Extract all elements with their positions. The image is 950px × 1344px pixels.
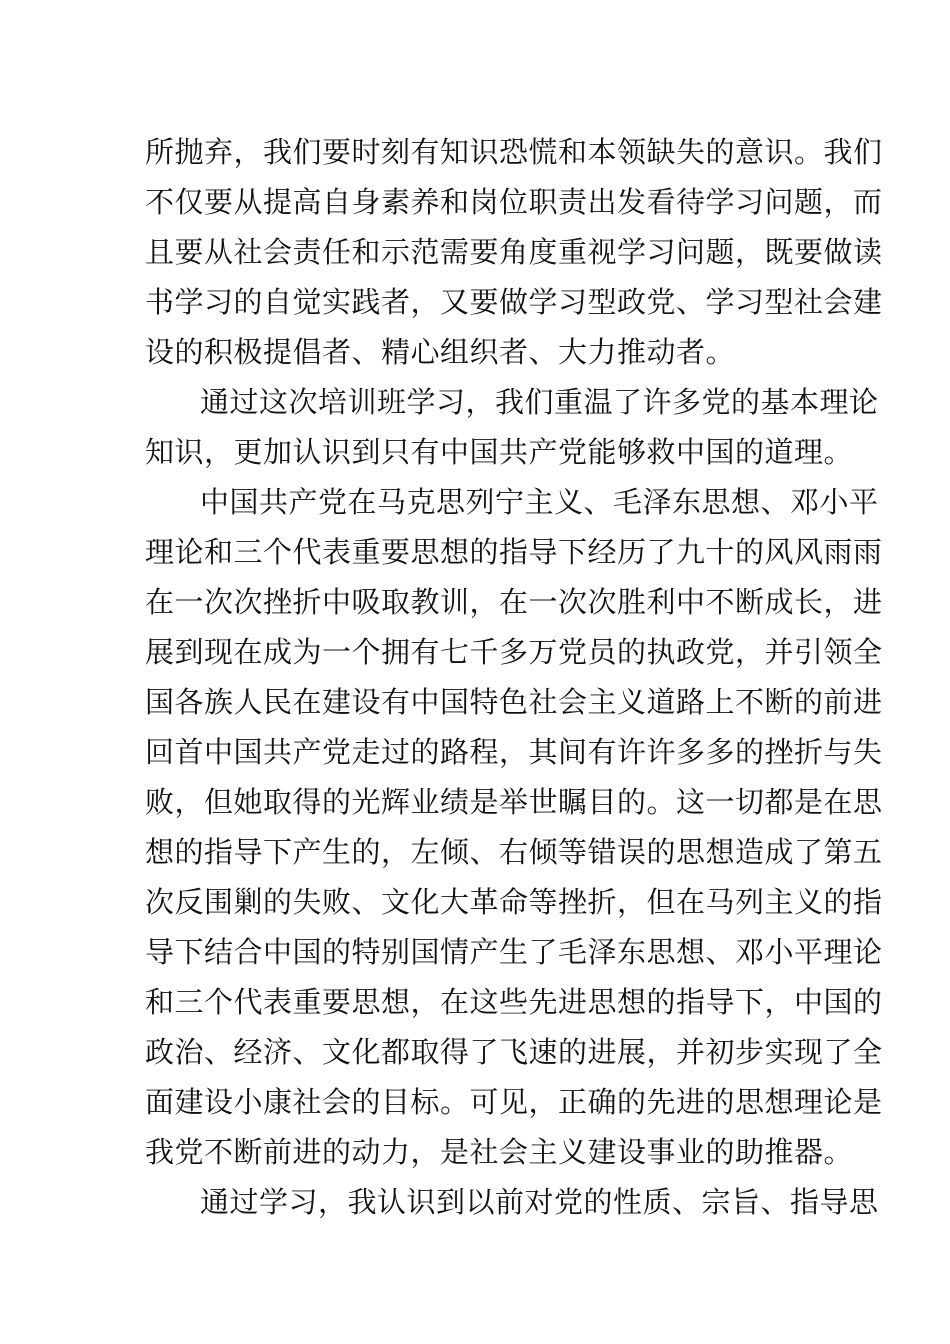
paragraph-first-line: 通过这次培训班学习，我们重温了许多党的基本理论: [200, 385, 879, 419]
text-line: 展到现在成为一个拥有七千多万党员的执政党，并引领全: [145, 635, 883, 669]
text-line: 和三个代表重要思想，在这些先进思想的指导下，中国的: [145, 985, 883, 1019]
text-line: 在一次次挫折中吸取教训，在一次次胜利中不断成长，进: [145, 585, 883, 619]
paragraph-first-line: 通过学习，我认识到以前对党的性质、宗旨、指导思: [200, 1185, 879, 1219]
paragraph-first-line: 中国共产党在马克思列宁主义、毛泽东思想、邓小平: [200, 485, 879, 519]
text-line: 设的积极提倡者、精心组织者、大力推动者。: [145, 335, 736, 369]
text-line: 政治、经济、文化都取得了飞速的进展，并初步实现了全: [145, 1035, 883, 1069]
text-line: 想的指导下产生的，左倾、右倾等错误的思想造成了第五: [145, 835, 883, 869]
text-line: 面建设小康社会的目标。可见，正确的先进的思想理论是: [145, 1085, 883, 1119]
text-line: 回首中国共产党走过的路程，其间有许许多多的挫折与失: [145, 735, 883, 769]
text-line: 败，但她取得的光辉业绩是举世瞩目的。这一切都是在思: [145, 785, 883, 819]
text-line: 次反围剿的失败、文化大革命等挫折，但在马列主义的指: [145, 885, 883, 919]
text-line: 知识，更加认识到只有中国共产党能够救中国的道理。: [145, 435, 854, 469]
text-line: 所抛弃，我们要时刻有知识恐慌和本领缺失的意识。我们: [145, 135, 883, 169]
text-line: 国各族人民在建设有中国特色社会主义道路上不断的前进: [145, 685, 883, 719]
text-line: 且要从社会责任和示范需要角度重视学习问题，既要做读: [145, 235, 883, 269]
text-line: 理论和三个代表重要思想的指导下经历了九十的风风雨雨: [145, 535, 883, 569]
text-line: 我党不断前进的动力，是社会主义建设事业的助推器。: [145, 1135, 854, 1169]
text-line: 不仅要从提高自身素养和岗位职责出发看待学习问题，而: [145, 185, 883, 219]
text-line: 书学习的自觉实践者，又要做学习型政党、学习型社会建: [145, 285, 883, 319]
text-line: 导下结合中国的特别国情产生了毛泽东思想、邓小平理论: [145, 935, 883, 969]
